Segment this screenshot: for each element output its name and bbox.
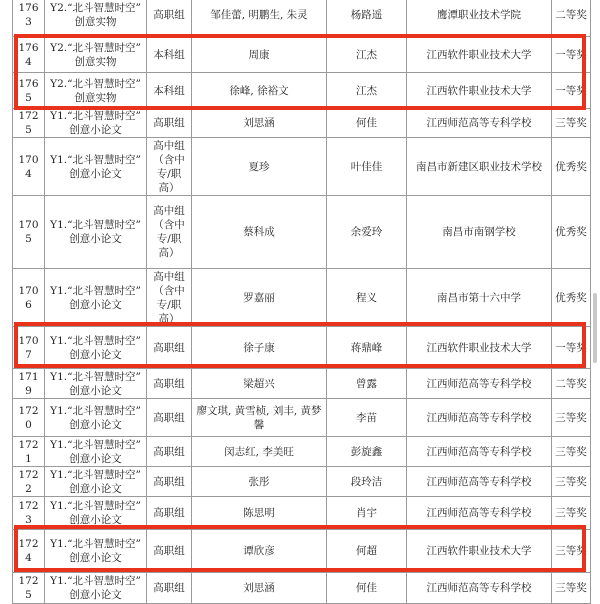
category-cell — [45, 0, 147, 37]
category-text: 创意小论文 — [69, 589, 122, 601]
teacher-cell: 余爱玲 — [327, 196, 407, 269]
table-row — [13, 437, 591, 467]
category-cell — [45, 196, 147, 269]
members-cell — [192, 0, 327, 37]
teacher-cell: 段玲洁 — [327, 467, 407, 497]
members-text: 罗嘉丽 — [243, 291, 275, 304]
group-text: （含中 — [153, 153, 185, 166]
category-cell — [45, 138, 147, 196]
scrollbar[interactable] — [593, 293, 597, 363]
category-cell — [45, 109, 147, 138]
serial-number-cell — [13, 437, 45, 467]
serial-number-text: 172 — [18, 468, 39, 481]
serial-number-text: 5 — [25, 91, 32, 104]
members-cell — [192, 196, 327, 269]
group-text: 高） — [158, 181, 180, 194]
members-text: 刘思涵 — [243, 117, 275, 129]
serial-number-text: 9 — [25, 384, 32, 397]
members-cell — [192, 437, 327, 467]
members-text: 夏珍 — [248, 160, 270, 173]
table-row — [13, 0, 591, 37]
category-text: Y1.“北斗智慧时空” — [50, 284, 141, 297]
teacher-cell: 杨路遥 — [327, 0, 407, 37]
group-cell — [147, 573, 192, 604]
table-row — [13, 369, 591, 399]
group-text: 高职组 — [153, 411, 185, 424]
category-text: Y2.“北斗智慧时空” — [50, 77, 141, 90]
group-text: 专/职 — [156, 233, 182, 245]
serial-number-cell — [13, 399, 45, 437]
serial-number-text: 3 — [25, 15, 32, 28]
serial-number-cell — [13, 573, 45, 604]
members-text: 廖文琪, 黄雪桢, 刘丰, 黄梦 — [196, 404, 322, 417]
members-text: 陈思明 — [243, 507, 275, 519]
school-cell: 南昌市新建区职业技术学校 — [407, 138, 552, 196]
group-cell — [147, 497, 192, 530]
category-text: Y1.“北斗智慧时空” — [50, 219, 141, 231]
teacher-cell: 李苗 — [327, 399, 407, 437]
serial-number-text: 170 — [18, 284, 39, 297]
category-cell — [45, 327, 147, 369]
members-text: 刘思涵 — [243, 582, 275, 594]
serial-number-cell — [13, 73, 45, 109]
category-text: 创意小论文 — [69, 552, 122, 564]
group-cell — [147, 437, 192, 467]
category-text: Y1.“北斗智慧时空” — [50, 575, 141, 587]
category-text: 创意小论文 — [69, 167, 122, 180]
group-text: （含中 — [153, 219, 185, 231]
award-cell: 三等奖 — [552, 437, 591, 467]
serial-number-text: 3 — [25, 514, 32, 526]
group-text: 高职组 — [153, 341, 185, 354]
award-cell: 一等奖 — [552, 327, 591, 369]
group-text: 本科组 — [153, 84, 185, 97]
group-cell — [147, 37, 192, 73]
table-row — [13, 138, 591, 196]
group-text: 高职组 — [153, 475, 185, 488]
group-text: 高中组 — [153, 139, 185, 152]
category-text: 创意小论文 — [69, 384, 122, 397]
category-cell — [45, 467, 147, 497]
category-cell — [45, 269, 147, 327]
school-cell: 江西师范高等专科学校 — [407, 109, 552, 138]
category-text: 创意小论文 — [69, 233, 122, 245]
members-text: 张彤 — [248, 475, 270, 488]
category-text: Y2.“北斗智慧时空” — [50, 41, 141, 54]
group-cell — [147, 399, 192, 437]
serial-number-cell — [13, 37, 45, 73]
school-cell: 江西软件职业技术大学 — [407, 327, 552, 369]
members-text: 邹佳蕾, 明鹏生, 朱灵 — [210, 8, 308, 21]
group-text: 本科组 — [153, 48, 185, 61]
serial-number-text: 0 — [25, 418, 32, 431]
members-text: 梁超兴 — [243, 377, 275, 390]
teacher-cell: 肖宇 — [327, 497, 407, 530]
school-cell: 南昌市南钢学校 — [407, 196, 552, 269]
serial-number-cell — [13, 138, 45, 196]
members-text: 蔡科成 — [243, 226, 275, 238]
award-cell: 二等奖 — [552, 0, 591, 37]
group-cell — [147, 327, 192, 369]
members-cell — [192, 573, 327, 604]
award-cell: 二等奖 — [552, 369, 591, 399]
teacher-cell: 江杰 — [327, 73, 407, 109]
serial-number-text: 2 — [25, 482, 32, 495]
award-cell: 优秀奖 — [552, 269, 591, 327]
members-text: 谭欣彦 — [243, 545, 275, 557]
table-row — [13, 73, 591, 109]
category-text: 创意实物 — [74, 91, 117, 104]
school-cell: 江西软件职业技术大学 — [407, 73, 552, 109]
school-cell: 江西师范高等专科学校 — [407, 399, 552, 437]
serial-number-text: 4 — [25, 167, 32, 180]
teacher-cell: 程义 — [327, 269, 407, 327]
group-text: （含中 — [153, 284, 185, 297]
table-row — [13, 497, 591, 530]
members-text: 闵志红, 李美旺 — [224, 445, 294, 458]
category-cell — [45, 369, 147, 399]
teacher-cell: 何佳 — [327, 573, 407, 604]
serial-number-text: 176 — [18, 77, 39, 90]
group-cell — [147, 196, 192, 269]
category-text: 创意小论文 — [69, 298, 122, 311]
members-text: 徐子康 — [243, 341, 275, 354]
group-text: 高职组 — [153, 8, 185, 21]
award-cell: 三等奖 — [552, 573, 591, 604]
serial-number-text: 172 — [18, 110, 39, 122]
group-text: 高职组 — [153, 582, 185, 594]
members-cell — [192, 399, 327, 437]
members-text: 徐峰, 徐裕文 — [229, 84, 289, 97]
table-row — [13, 530, 591, 573]
group-cell — [147, 369, 192, 399]
school-cell: 江西师范高等专科学校 — [407, 369, 552, 399]
award-cell: 三等奖 — [552, 399, 591, 437]
school-cell: 江西软件职业技术大学 — [407, 530, 552, 573]
group-cell — [147, 109, 192, 138]
members-cell — [192, 497, 327, 530]
school-cell: 江西师范高等专科学校 — [407, 497, 552, 530]
school-cell: 南昌市第十六中学 — [407, 269, 552, 327]
teacher-cell: 彭旋鑫 — [327, 437, 407, 467]
award-cell: 优秀奖 — [552, 138, 591, 196]
group-cell — [147, 0, 192, 37]
serial-number-text: 176 — [18, 1, 39, 14]
category-cell — [45, 497, 147, 530]
category-text: 创意小论文 — [69, 418, 122, 431]
category-text: Y1.“北斗智慧时空” — [50, 334, 141, 347]
category-cell — [45, 530, 147, 573]
award-cell: 优秀奖 — [552, 196, 591, 269]
teacher-cell: 何佳 — [327, 109, 407, 138]
serial-number-text: 171 — [18, 370, 39, 383]
category-cell — [45, 399, 147, 437]
serial-number-text: 172 — [18, 404, 39, 417]
members-text: 馨 — [253, 418, 265, 431]
group-text: 专/职 — [156, 167, 182, 180]
serial-number-cell — [13, 467, 45, 497]
category-cell — [45, 573, 147, 604]
serial-number-cell — [13, 109, 45, 138]
group-cell — [147, 530, 192, 573]
category-text: 创意小论文 — [69, 452, 122, 465]
teacher-cell: 曾露 — [327, 369, 407, 399]
group-text: 高职组 — [153, 377, 185, 390]
category-text: 创意小论文 — [69, 482, 122, 495]
award-cell: 三等奖 — [552, 530, 591, 573]
serial-number-text: 170 — [18, 219, 39, 231]
category-text: 创意小论文 — [69, 348, 122, 361]
group-cell — [147, 73, 192, 109]
table-row — [13, 37, 591, 73]
serial-number-text: 172 — [18, 575, 39, 587]
group-text: 高） — [158, 312, 180, 325]
serial-number-text: 5 — [25, 233, 32, 245]
members-cell — [192, 37, 327, 73]
award-table — [12, 0, 591, 604]
school-cell: 鹰潭职业技术学院 — [407, 0, 552, 37]
serial-number-cell — [13, 497, 45, 530]
category-cell — [45, 437, 147, 467]
serial-number-text: 4 — [25, 55, 32, 68]
group-text: 专/职 — [156, 298, 182, 311]
award-cell: 三等奖 — [552, 497, 591, 530]
group-text: 高） — [158, 247, 180, 259]
serial-number-text: 172 — [18, 438, 39, 451]
award-cell: 一等奖 — [552, 37, 591, 73]
table-row — [13, 467, 591, 497]
serial-number-text: 5 — [25, 124, 32, 136]
members-cell — [192, 73, 327, 109]
teacher-cell: 蒋鼎峰 — [327, 327, 407, 369]
members-cell — [192, 467, 327, 497]
award-cell: 三等奖 — [552, 109, 591, 138]
category-text: Y1.“北斗智慧时空” — [50, 438, 141, 451]
serial-number-text: 170 — [18, 153, 39, 166]
category-text: 创意小论文 — [69, 124, 122, 136]
teacher-cell: 叶佳佳 — [327, 138, 407, 196]
school-cell: 江西软件职业技术大学 — [407, 37, 552, 73]
serial-number-text: 6 — [25, 298, 32, 311]
serial-number-cell — [13, 327, 45, 369]
serial-number-cell — [13, 0, 45, 37]
table-row — [13, 196, 591, 269]
category-text: Y1.“北斗智慧时空” — [50, 370, 141, 383]
serial-number-text: 172 — [18, 538, 39, 550]
group-text: 高职组 — [153, 445, 185, 458]
award-cell: 三等奖 — [552, 467, 591, 497]
members-cell — [192, 138, 327, 196]
group-text: 高职组 — [153, 117, 185, 129]
table-row — [13, 269, 591, 327]
table-row — [13, 327, 591, 369]
serial-number-text: 5 — [25, 589, 32, 601]
group-text: 高中组 — [153, 270, 185, 283]
category-cell — [45, 37, 147, 73]
category-cell — [45, 73, 147, 109]
school-cell: 江西师范高等专科学校 — [407, 437, 552, 467]
category-text: 创意实物 — [74, 15, 117, 28]
teacher-cell: 江杰 — [327, 37, 407, 73]
serial-number-text: 176 — [18, 41, 39, 54]
category-text: 创意实物 — [74, 55, 117, 68]
serial-number-cell — [13, 369, 45, 399]
award-cell: 一等奖 — [552, 73, 591, 109]
category-text: Y1.“北斗智慧时空” — [50, 468, 141, 481]
group-cell — [147, 138, 192, 196]
table-row — [13, 573, 591, 604]
serial-number-text: 170 — [18, 334, 39, 347]
group-text: 高职组 — [153, 545, 185, 557]
serial-number-text: 7 — [25, 348, 32, 361]
group-text: 高职组 — [153, 507, 185, 519]
category-text: 创意小论文 — [69, 514, 122, 526]
teacher-cell: 何超 — [327, 530, 407, 573]
category-text: Y2.“北斗智慧时空” — [50, 1, 141, 14]
group-cell — [147, 467, 192, 497]
serial-number-text: 1 — [25, 452, 32, 465]
members-cell — [192, 269, 327, 327]
serial-number-text: 4 — [25, 552, 32, 564]
members-cell — [192, 530, 327, 573]
serial-number-cell — [13, 196, 45, 269]
members-cell — [192, 369, 327, 399]
school-cell: 江西师范高等专科学校 — [407, 467, 552, 497]
table-row — [13, 109, 591, 138]
category-text: Y1.“北斗智慧时空” — [50, 153, 141, 166]
serial-number-cell — [13, 269, 45, 327]
category-text: Y1.“北斗智慧时空” — [50, 538, 141, 550]
category-text: Y1.“北斗智慧时空” — [50, 110, 141, 122]
serial-number-cell — [13, 530, 45, 573]
category-text: Y1.“北斗智慧时空” — [50, 404, 141, 417]
members-cell — [192, 327, 327, 369]
members-cell — [192, 109, 327, 138]
category-text: Y1.“北斗智慧时空” — [50, 500, 141, 512]
group-cell — [147, 269, 192, 327]
members-text: 周康 — [248, 48, 270, 61]
table-row — [13, 399, 591, 437]
school-cell: 江西师范高等专科学校 — [407, 573, 552, 604]
group-text: 高中组 — [153, 205, 185, 217]
serial-number-text: 172 — [18, 500, 39, 512]
